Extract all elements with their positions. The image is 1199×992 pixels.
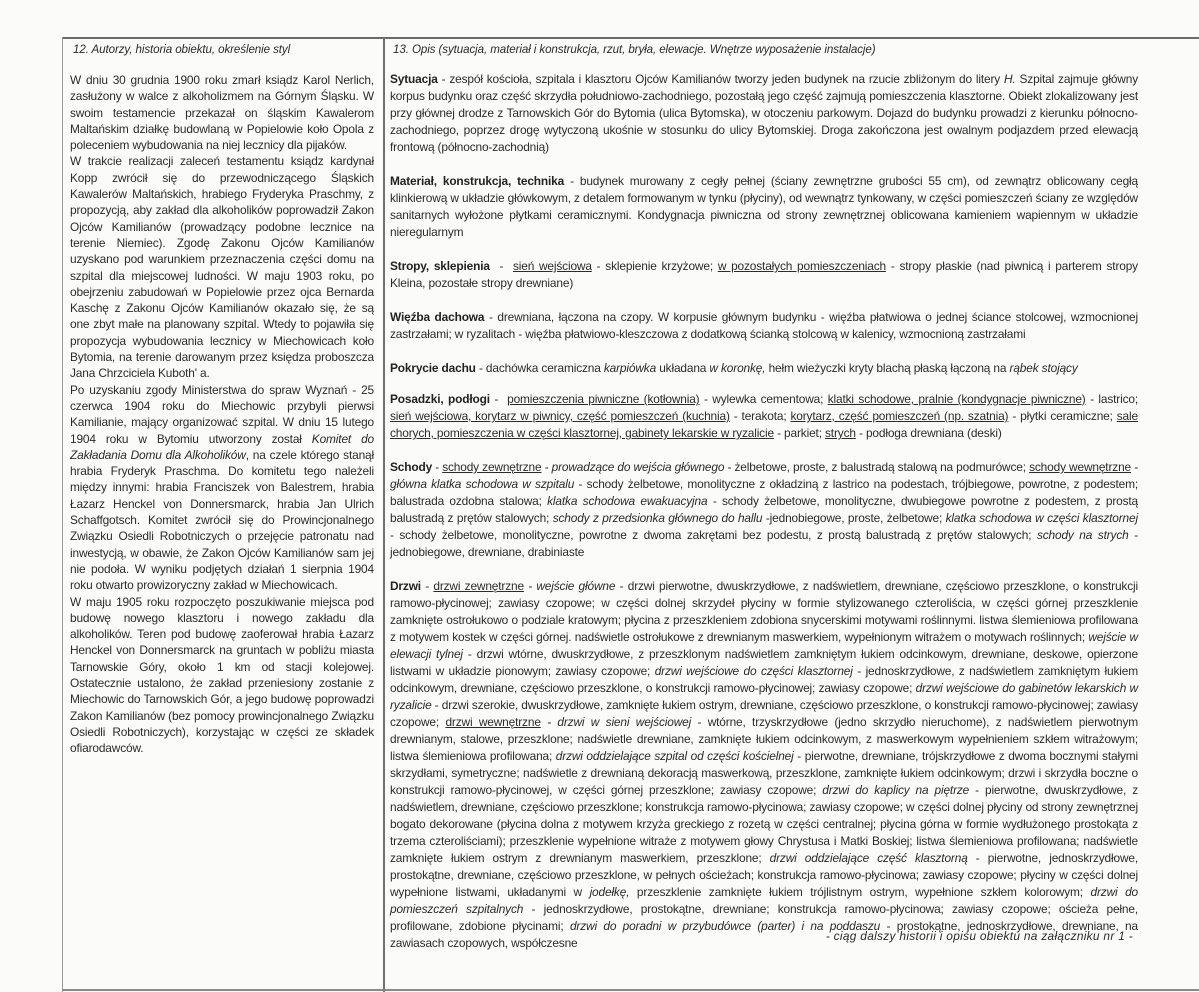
section-pokrycie [390, 360, 1138, 377]
description-column [390, 42, 1138, 952]
italic-run: - prowadzące do wejścia głównego [541, 460, 725, 474]
text-run: - jednoskrzydłowe, prostokątne, drewniane; konstrukcja ramowo-płycinowa; zawiasy czopowe; ościeża pełne, profilowane, zdobione płycinami; [390, 902, 1138, 933]
italic-run: drzwi do kaplicy na piętrze [822, 783, 970, 797]
text-run: - drzwi szerokie, dwuskrzydłowe, zamknięte łukiem ostrym, drewniane, częściowo przeszklone, o konstrukcji ramowo-płycinowej; zawiasy czopowe; [390, 698, 1138, 729]
text-run: - [420, 579, 434, 593]
underlined-run: drzwi zewnętrzne [433, 579, 524, 593]
section-title: Materiał, konstrukcja, technika [390, 174, 565, 188]
text-run: , na czele którego stanął hrabia Fryderyk Praschma. Do komitetu tego należeli między innymi: hrabia Franciszek von Balestrem, hrabia Łazarz Henckel von Donnersmarck, hrabia Jan Ulrich Schaffgotsch. Komitet zwrócił się do Prowincjonalnego Związku Osiedli Robotniczych o przejęcie patronatu nad inwestycją, w obawie, że Zakon Ojców Kamilianów sam jej nie podoła. W wyniku podjętych działań 1 sierpnia 1904 roku otwarto prowizoryczny zakład w Miechowicach. [70, 447, 374, 593]
section-material [390, 173, 1138, 241]
italic-run: drzwi do pomieszczeń szpitalnych [390, 885, 1138, 916]
history-paragraph-3 [70, 382, 374, 594]
underlined-run: klatki schodowe, pralnie (kondygnacje piwniczne) [827, 392, 1086, 406]
section-sytuacja [390, 71, 1138, 156]
text-run: - schody żelbetowe, monolityczne, dwubiegowe powrotne z podestem, z prostą balustradą z prętów stalowych; [390, 494, 1139, 525]
underlined-run: korytarz, część pomieszczeń (np. szatnia) [790, 409, 1009, 423]
text-run: - jednoskrzydłowe, z nadświetlem zamkniętym łukiem odcinkowym, drewniane, częściowo przeszklone, o konstrukcji ramowo-płycinowej; zawiasy czopowe; [390, 664, 1138, 695]
text-run: - wylewka cementowa; [699, 392, 828, 406]
italic-run: drzwi wejściowe do części klasztornej [654, 664, 853, 678]
table-top-border [62, 37, 1199, 39]
section-title: Więźba dachowa [390, 310, 485, 324]
text-run: - parkiet; [773, 426, 826, 440]
italic-run: w koronkę, [709, 361, 766, 375]
text-run: - żelbetowe, proste, z balustradą stalową na podmurówce; [724, 460, 1030, 474]
text-run: - budynek murowany z cegły pełnej (ściany zewnętrzne grubości 55 cm), od zewnątrz oblicowany cegłą klinkierową w układzie główkowym, z detalem formowanym w tynku (płyciny), od wewnątrz tynkowany, w części pomieszczeń ściany ze względów sanitarnych wyłożone płytkami ceramicznymi. Kondygnacja piwniczna od strony zewnętrznej oblicowana kamieniem wapiennym w układzie nieregularnym [390, 174, 1138, 239]
section-title: Posadzki, podłogi [390, 392, 490, 406]
section-title: Schody [390, 460, 433, 474]
underlined-run: sale chorych, pomieszczenia w części klasztornej, gabinety lekarskie w ryzalicie [390, 409, 1138, 440]
committee-name: Komitet do Zakładania Domu dla Alkoholików [70, 431, 374, 462]
underlined-run: sień wejściowa [512, 259, 592, 273]
section-schody [390, 459, 1138, 561]
underlined-run: w pozostałych pomieszczeniach [717, 259, 886, 273]
text-run: - jednobiegowe, drewniane, drabiniaste [390, 528, 1138, 559]
text-run: -jednobiegowe, proste, żelbetowe; [762, 511, 946, 525]
italic-run: drzwi oddzielające szpital od części kościelnej [555, 749, 794, 763]
underlined-run: pomieszczenia piwniczne (kotłownia) [507, 392, 700, 406]
text-run: - sklepienie krzyżowe; [591, 259, 718, 273]
italic-run: drzwi wejściowe do gabinetów lekarskich w ryzalicie [390, 681, 1138, 712]
history-paragraph-4: W maju 1905 roku rozpoczęto poszukiwanie miejsca pod budowę nowego klasztoru i nowego zakładu dla alkoholików. Teren pod budowę zaoferował hrabia Łazarz Henckel von Donnersmarck na gruntach w pobliżu miasta Tarnowskie Góry, około 1 km od stacji kolejowej. Ostatecznie ustalono, że zakład przeniesiony zostanie z Miechowic do Tarnowskich Gór, a jego budowę poprowadzi Zakon Kamilianów (bez pomocy prowincjonalnego Związku Osiedli Robotniczych), korzystając w części ze składek ofiarodawców. [70, 594, 374, 756]
text-run: - drzwi pierwotne, dwuskrzydłowe, z nadświetlem, drewniane, częściowo przeszklone, o konstrukcji ramowo-płycinowej; zawiasy czopowe; w części dolnej skrzydeł płyciny w formie stylizowanego czteroliścia, w części górnej przeszklenie zamknięte ostrołukowo o podziale kratowym; płycina z przeszkleniem zdobiona snycerskimi motywami roślinnymi. listwa ślemieniowa profilowana z motywem kostek w części górnej. nadświetle ostrołukowe z drewnianym maswerkiem, wypełnionym witrażem o motywach roślinnych; [390, 579, 1138, 644]
continuation-note: - ciąg dalszy historii i opisu obiektu na załączniku nr 1 - [825, 929, 1133, 943]
italic-run: drzwi do poradni w przybudówce (parter) i na poddaszu [569, 919, 881, 933]
text-run: - lastrico; [1085, 392, 1138, 406]
section-drzwi [390, 578, 1138, 952]
text-run: - schody żelbetowe, monolityczne, powrotne z dwoma zakrętami bez podestu, z prostą balustradą z prętów stalowych; [390, 528, 1037, 542]
text-run: - schody żelbetowe, monolityczne z okładziną z lastrico na podestach, trójbiegowe, powrotne, z podestem; balustrada ozdobna stalowa; [390, 477, 1138, 508]
italic-run: rąbek stojący [1009, 361, 1078, 375]
italic-run: jodełkę, [589, 885, 630, 899]
section-title: Pokrycie dachu [390, 361, 476, 375]
italic-run: klatka schodowa ewakuacyjna [547, 494, 708, 508]
text-run: - terakota; [729, 409, 791, 423]
section-posadzki [390, 391, 1138, 442]
italic-run: - wejście główne [523, 579, 616, 593]
table-left-border [62, 37, 63, 992]
section-wiezba [390, 309, 1138, 343]
italic-run: H. [1003, 72, 1016, 86]
underlined-run: drzwi wewnętrzne [445, 715, 541, 729]
text-run: Po uzyskaniu zgody Ministerstwa do spraw Wyznań - 25 czerwca 1904 roku do Miechowic przybyli pierwsi Kamilianie, mający organizować szpital. W dniu 15 lutego 1904 roku w Bytomiu utworzony został [70, 382, 374, 446]
text-run: - [489, 259, 513, 273]
underlined-run: strych [825, 426, 856, 440]
text-run: - dachówka ceramiczna [475, 361, 604, 375]
history-column [70, 42, 374, 756]
text-run: - [489, 392, 508, 406]
text-run: - zespół kościoła, szpitala i klasztoru Ojców Kamilianów tworzy jeden budynek na rzucie zbliżonym do litery [437, 72, 1004, 86]
italic-run: drzwi oddzielające część klasztorną [769, 851, 968, 865]
text-run: - drzwi wtórne, dwuskrzydłowe, z przeszklonym nadświetlem zamkniętym łukiem odcinkowym, drewniane, deskowe, opierzone listwami w układzie pionowym; zawiasy czopowe; [390, 647, 1138, 678]
table-bottom-border [62, 989, 1199, 991]
section-title: Drzwi [390, 579, 421, 593]
text-run: - stropy płaskie (nad piwnicą i parterem stropy Kleina, pozostałe stropy drewniane) [390, 259, 1138, 290]
italic-run: - główna klatka schodowa w szpitalu [390, 460, 1138, 491]
section-stropy [390, 258, 1138, 292]
history-paragraph-2: W trakcie realizacji zaleceń testamentu ksiądz kardynał Kopp zwrócił się do przewodniczącego Śląskich Kawalerów Maltańskich, hrabiego Fryderyka Praschmy, z propozycją, aby zakład dla alkoholików poprowadził Zakon Ojców Kamilianów (prowadzący podobne lecznice na terenie Niemiec). Zgodę Zakonu Ojców Kamilianów uzyskano pod warunkiem przeznaczenia części domu na szpital dla miejscowej ludności. W maju 1903 roku, po obejrzeniu zabudowań w Popielowie przez ojca Bernarda Kaschę z Zakonu Ojców Kamilianów okazało się, że są one zbyt małe na planowany szpital. Wtedy to pojawiła się propozycja wybudowania lecznicy w Miechowicach koło Bytomia, na terenie darowanym przez księdza proboszcza Jana Chrzciciela Kuboth' a. [70, 154, 374, 381]
underlined-run: sień wejściowa, korytarz w piwnicy, część pomieszczeń (kuchnia) [390, 409, 730, 423]
underlined-run: schody zewnętrzne [442, 460, 542, 474]
text-run: - [432, 460, 443, 474]
text-run: - pierwotne, dwuskrzydłowe, z nadświetlem, drewniane, częściowo przeszklone; konstrukcja ramowo-płycinowa; zawiasy czopowe; w części dolnej płyciny od strony zewnętrznej bogato dekorowane (płycina dolna z motywem krzyża greckiego z rozetą w części centralnej; płycina górna w formie wydłużonego prostokąta z trzema czteroliściami); przeszklenie wypełnione witraże z motywem głowy Chrystusa i Matki Boskiej; listwa ślemieniowa profilowana; nadświetle zamknięte łukiem ostrym z drewnianym maswerkiem, przeszklone; [390, 783, 1138, 865]
text-run: - płytki ceramiczne; [1008, 409, 1117, 423]
section-title: Stropy, sklepienia [390, 259, 490, 273]
underlined-run: schody wewnętrzne [1029, 460, 1131, 474]
text-run: - pierwotne, jednoskrzydłowe, prostokątne, drewniane, częściowo przeszklone, w pełnych ościeżach; konstrukcja ramowo-płycinowa; zawiasy czopowe; płyciny w części dolnej wypełnione listwami, układanymi w [390, 851, 1139, 899]
section-title: Sytuacja [390, 72, 438, 86]
text-run: - podłoga drewniana (deski) [855, 426, 1002, 440]
italic-run: - drzwi w sieni wejściowej [540, 715, 692, 729]
text-run: - drewniana, łączona na czopy. W korpusie głównym budynku - więźba płatwiowa o jednej ściance stolcowej, wzmocnionej zastrzałami; w ryzalitach - więźba płatwiowo-kleszczowa z dodatkową ścianką stolcową w kalenicy, wzmocnioną zastrzałami [390, 310, 1138, 341]
italic-run: klatka schodowa w części klasztornej [945, 511, 1138, 525]
history-paragraph-1: W dniu 30 grudnia 1900 roku zmarł ksiądz Karol Nerlich, zasłużony w walce z alkoholizmem na Górnym Śląsku. W swoim testamencie przekazał on śląskim Kawalerom Maltańskim działkę budowlaną w Popielowie koło Opola z poleceniem wybudowania na niej lecznicy dla pijaków. [70, 73, 374, 153]
description-header: 13. Opis (sytuacja, materiał i konstrukcja, rzut, bryła, elewacje. Wnętrze wyposażenie instalacje) [393, 43, 876, 56]
text-run: hełm wieżyczki kryty blachą płaską łączoną na [765, 361, 1010, 375]
text-run: przeszklenie zamknięte łukiem trójlistnym ostrym, wypełnione szkłem kolorowym; [629, 885, 1091, 899]
italic-run: schody z przedsionka głównego do hallu [552, 511, 763, 525]
text-run: - prostokątne, jednoskrzydłowe, drewniane, na zawiasach czopowych, współczesne [390, 919, 1138, 950]
text-run: - pierwotne, drewniane, trójskrzydłowe z dwoma bocznymi stałymi skrzydłami, symetryczne; nadświetle z drewnianą dekoracją maswerkową, przeszklone, zamknięte łukiem odcinkowym; drzwi i skrzydła boczne o konstrukcji ramowo-płycinowej, w części górnej przeszklone; zawiasy czopowe; [390, 749, 1139, 797]
italic-run: karpiówka [603, 361, 657, 375]
text-run: Szpital zajmuje główny korpus budynku oraz część skrzydła południowo-zachodniego, pozostałą jego część zajmują pomieszczenia klasztorne. Obiekt zlokalizowany jest przy głównej drodze z Tarnowskich Gór do Bytomia (ulica Bytomska), w otoczeniu parkowym. Dojazd do budynku prowadzi z kierunku północno-zachodniego, poprzez drogę wytyczoną ukośnie w stosunku do ulicy Bytomskiej. Droga zakończona jest owalnym podjazdem przed elewacją frontową (północno-zachodnią) [390, 72, 1138, 154]
text-run: układana [656, 361, 710, 375]
column-divider [383, 37, 385, 992]
italic-run: schody na strych [1036, 528, 1129, 542]
text-run: - wtórne, trzyskrzydłowe (jedno skrzydło nieruchome), z nadświetlem pierwotnym drewnianym, stalowe, przeszklone; nadświetle drewniane, zamknięte łukiem odcinkowym, z maswerkowym wypełnieniem szkłem witrażowym; listwa ślemieniowa profilowana; [390, 715, 1139, 763]
history-header: 12. Autorzy, historia obiektu, określenie styl [73, 43, 291, 56]
italic-run: wejście w elewacji tylnej [390, 630, 1138, 661]
